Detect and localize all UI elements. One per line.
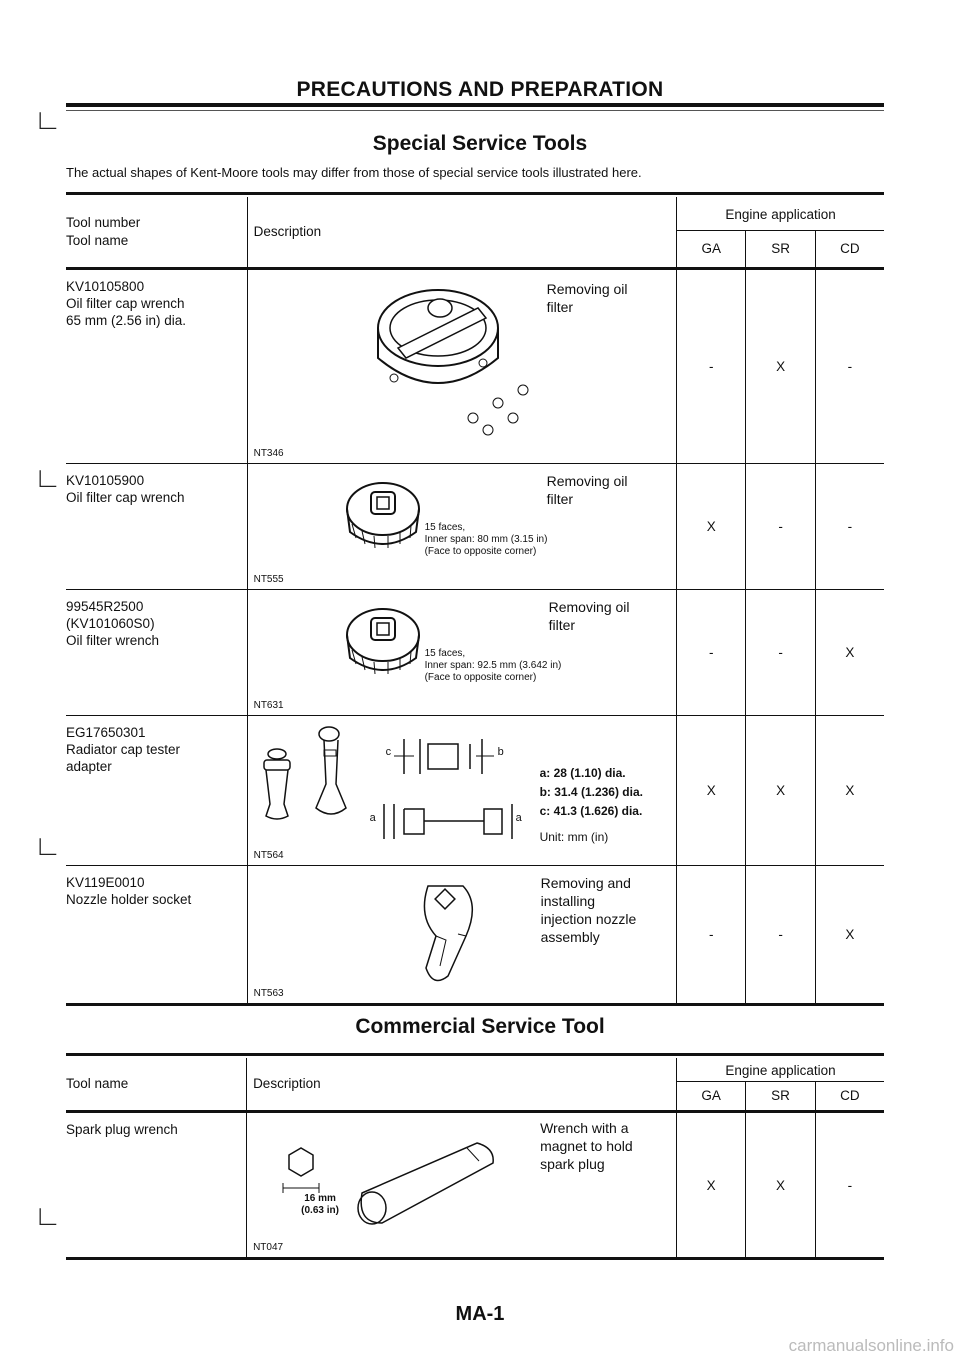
tool-size: 65 mm (2.56 in) dia. — [66, 313, 187, 328]
app-ga: X — [677, 716, 746, 866]
description-text: Removing oil — [546, 473, 628, 489]
nozzle-holder-socket-illustration — [388, 876, 508, 996]
dimension-b: b: 31.4 (1.236) dia. — [539, 785, 643, 799]
socket-size: 16 mm — [304, 1193, 336, 1204]
app-sr: X — [746, 269, 815, 464]
tool-number-alt: (KV101060S0) — [66, 616, 155, 631]
app-sr: X — [746, 1112, 815, 1259]
socket-size-inch: (0.63 in) — [301, 1205, 339, 1216]
oil-filter-wrench-illustration — [338, 600, 428, 690]
radiator-cap-tester-adapter-illustration — [254, 724, 524, 854]
figure-code: NT563 — [253, 988, 284, 999]
margin-mark: ∟ — [34, 1200, 62, 1231]
dim-label: a — [369, 812, 376, 824]
special-tools-title: Special Service Tools — [372, 132, 588, 155]
app-sr: - — [746, 866, 815, 1005]
tool-number: KV10105800 — [66, 279, 145, 294]
table-row — [66, 1112, 884, 1259]
app-sr: X — [746, 716, 815, 866]
page-header: PRECAUTIONS AND PREPARATION — [296, 78, 664, 101]
figure-code: NT346 — [253, 448, 284, 459]
commercial-tools-table — [66, 1053, 884, 1260]
app-cd: X — [815, 590, 884, 716]
spec-note: (Face to opposite corner) — [424, 546, 537, 557]
description-text: filter — [546, 491, 574, 507]
description-text: spark plug — [540, 1156, 605, 1172]
tool-name: Radiator cap tester — [66, 742, 181, 757]
app-cd: X — [815, 716, 884, 866]
description-text: Removing oil — [546, 281, 628, 297]
description-text: Removing and — [540, 875, 631, 891]
table-row — [66, 590, 884, 716]
table-header — [66, 1058, 884, 1112]
app-cd: - — [815, 464, 884, 590]
header-description: Description — [247, 197, 677, 269]
dim-label: b — [497, 746, 504, 758]
tool-number: KV119E0010 — [66, 875, 145, 890]
header-tool-name: Tool name — [66, 1058, 247, 1112]
description-text: filter — [546, 299, 574, 315]
table-row — [66, 866, 884, 1005]
figure-code: NT564 — [253, 850, 284, 861]
spec-note: 15 faces, — [424, 522, 466, 533]
tool-number: EG17650301 — [66, 725, 146, 740]
app-cd: - — [815, 1112, 884, 1259]
app-ga: - — [677, 269, 746, 464]
tool-name: Spark plug wrench — [66, 1122, 178, 1137]
header-rule-thin — [66, 110, 884, 111]
app-ga: - — [677, 590, 746, 716]
tool-number: KV10105900 — [66, 473, 145, 488]
description-text: assembly — [540, 929, 600, 945]
special-tools-table — [66, 192, 884, 1006]
header-rule — [66, 103, 884, 107]
header-engine-sr: SR — [746, 231, 815, 267]
dim-label: a — [515, 812, 522, 824]
unit-label: Unit: mm (in) — [539, 830, 609, 844]
description-text: Removing oil — [548, 599, 630, 615]
header-engine-application: Engine application — [677, 197, 884, 231]
spark-plug-wrench-illustration — [267, 1123, 527, 1243]
spec-note: (Face to opposite corner) — [424, 672, 537, 683]
figure-code: NT555 — [253, 574, 284, 585]
table-row — [66, 464, 884, 590]
spec-note: Inner span: 80 mm (3.15 in) — [424, 534, 548, 545]
header-engine-cd: CD — [840, 1087, 860, 1103]
intro-text: The actual shapes of Kent-Moore tools may differ from those of special service tools illustrated here. — [66, 165, 642, 180]
dimension-c: c: 41.3 (1.626) dia. — [539, 804, 643, 818]
header-engine-ga: GA — [677, 231, 746, 267]
tool-name: Oil filter cap wrench — [66, 490, 185, 505]
tool-name: Oil filter cap wrench — [66, 296, 185, 311]
tool-number: 99545R2500 — [66, 599, 144, 614]
header-description: Description — [247, 1058, 677, 1112]
header-engine-application: Engine application — [677, 1058, 884, 1082]
app-cd: X — [815, 866, 884, 1005]
table-row — [66, 269, 884, 464]
margin-mark: ∟ — [34, 462, 62, 493]
description-text: filter — [548, 617, 576, 633]
description-text: Wrench with a — [540, 1120, 629, 1136]
tool-name: Oil filter wrench — [66, 633, 160, 648]
socket-wrench-illustration — [338, 474, 428, 564]
header-engine-cd: CD — [840, 240, 860, 256]
app-ga: X — [677, 464, 746, 590]
spec-note: 15 faces, — [424, 648, 466, 659]
app-ga: X — [677, 1112, 746, 1259]
commercial-tool-title: Commercial Service Tool — [355, 1015, 605, 1038]
description-text: injection nozzle — [540, 911, 637, 927]
dimension-a: a: 28 (1.10) dia. — [539, 766, 626, 780]
figure-code: NT631 — [253, 700, 284, 711]
table-row — [66, 716, 884, 866]
table-header — [66, 197, 884, 269]
app-sr: - — [746, 590, 815, 716]
figure-code: NT047 — [253, 1242, 284, 1253]
dim-label: c — [385, 746, 392, 758]
tool-name: Nozzle holder socket — [66, 892, 192, 907]
spec-note: Inner span: 92.5 mm (3.642 in) — [424, 660, 562, 671]
app-sr: - — [746, 464, 815, 590]
watermark: carmanualsonline.info — [788, 1336, 954, 1355]
margin-mark: ∟ — [34, 830, 62, 861]
page-number: MA-1 — [455, 1303, 505, 1325]
margin-mark: ∟ — [34, 104, 62, 135]
header-tool-name: Tool name — [66, 232, 129, 248]
header-tool-number: Tool number — [66, 214, 141, 230]
oil-filter-cap-wrench-illustration — [358, 278, 558, 458]
header-engine-sr: SR — [746, 1082, 815, 1110]
description-text: magnet to hold — [540, 1138, 633, 1154]
header-engine-ga: GA — [677, 1082, 746, 1110]
description-text: installing — [540, 893, 596, 909]
app-ga: - — [677, 866, 746, 1005]
tool-name: adapter — [66, 759, 112, 774]
app-cd: - — [815, 269, 884, 464]
